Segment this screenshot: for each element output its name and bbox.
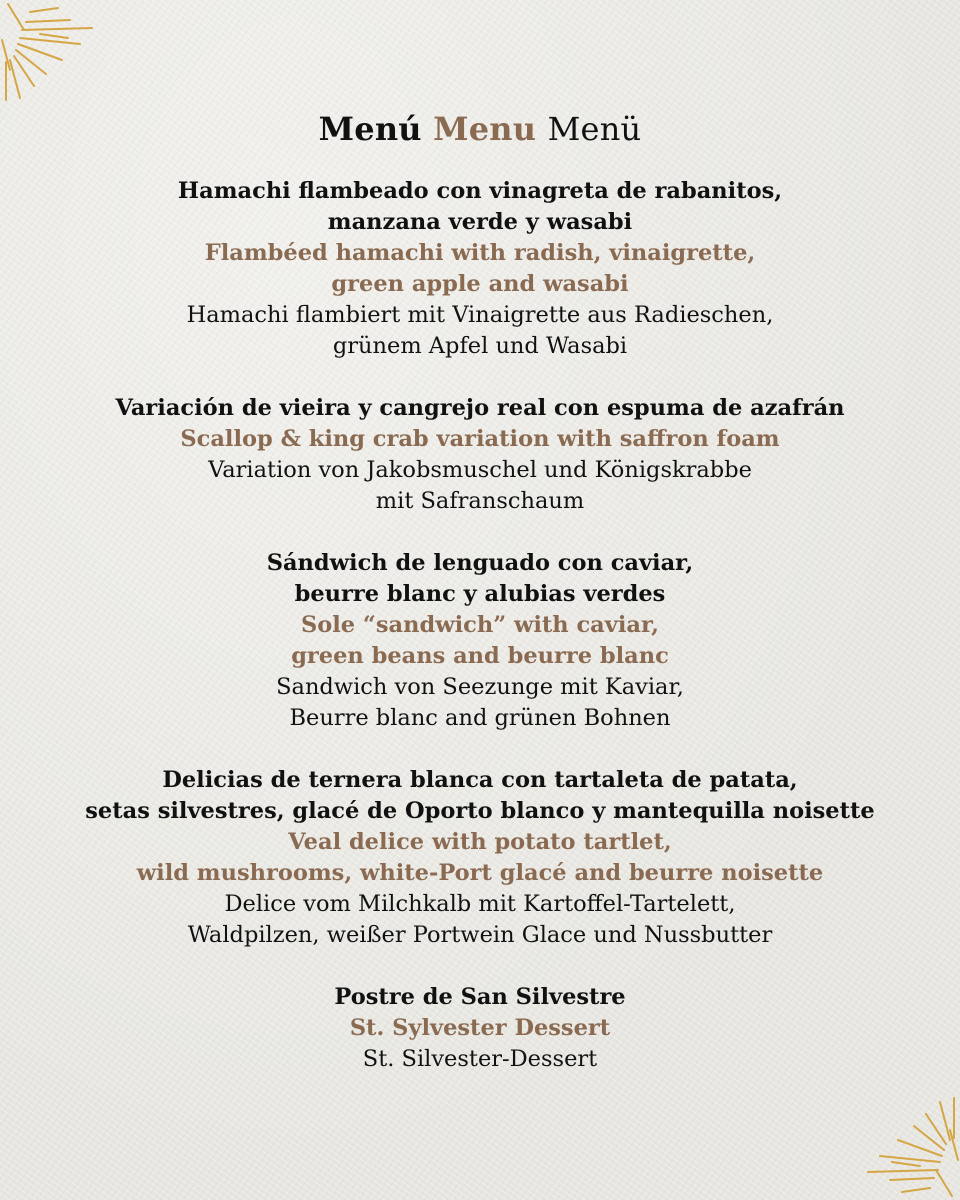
course-3 [0,548,960,734]
course-1 [0,176,960,362]
course-2 [0,393,960,517]
course-4-es-line-1: Delicias de ternera blanca con tartaleta de patata, [162,767,798,793]
gold-sparkle-decoration-bottom-right [850,1090,960,1200]
course-3-es-line-2: beurre blanc y alubias verdes [294,581,666,607]
course-5-es-line-1: Postre de San Silvestre [334,984,626,1010]
course-4-es-line-2: setas silvestres, glacé de Oporto blanco y mantequilla noisette [85,798,875,824]
course-2-es-line-1: Variación de vieira y cangrejo real con espuma de azafrán [115,395,845,421]
course-4-de-line-2: Waldpilzen, weißer Portwein Glace und Nussbutter [187,922,773,948]
course-1-es-line-2: manzana verde y wasabi [327,209,633,235]
menu-title-de: Menü [547,110,642,148]
course-3-es-line-1: Sándwich de lenguado con caviar, [266,550,694,576]
menu-card [0,108,960,1106]
course-5-en-line-1: St. Sylvester Dessert [349,1015,611,1041]
course-4-en-line-1: Veal delice with potato tartlet, [288,829,672,855]
menu-title [0,108,960,150]
gold-sparkle-decoration-top-left [0,0,110,110]
course-5-de-line-1: St. Silvester-Dessert [362,1046,598,1072]
menu-title-es: Menú [318,110,422,148]
course-5 [0,982,960,1075]
course-1-es-line-1: Hamachi flambeado con vinagreta de rabanitos, [177,178,783,204]
course-4-de-line-1: Delice vom Milchkalb mit Kartoffel-Tartelett, [224,891,736,917]
course-1-de-line-1: Hamachi flambiert mit Vinaigrette aus Radieschen, [186,302,774,328]
course-2-en-line-1: Scallop & king crab variation with saffron foam [180,426,780,452]
course-4 [0,765,960,951]
menu-title-en: Menu [433,110,537,148]
course-3-en-line-2: green beans and beurre blanc [291,643,669,669]
course-2-de-line-2: mit Safranschaum [375,488,585,514]
course-3-de-line-2: Beurre blanc and grünen Bohnen [289,705,671,731]
course-1-de-line-2: grünem Apfel und Wasabi [332,333,628,359]
course-2-de-line-1: Variation von Jakobsmuschel und Königskrabbe [208,457,752,483]
course-4-en-line-2: wild mushrooms, white-Port glacé and beurre noisette [136,860,824,886]
course-3-de-line-1: Sandwich von Seezunge mit Kaviar, [276,674,684,700]
course-1-en-line-2: green apple and wasabi [331,271,629,297]
course-3-en-line-1: Sole “sandwich” with caviar, [300,612,659,638]
course-1-en-line-1: Flambéed hamachi with radish, vinaigrette, [204,240,756,266]
